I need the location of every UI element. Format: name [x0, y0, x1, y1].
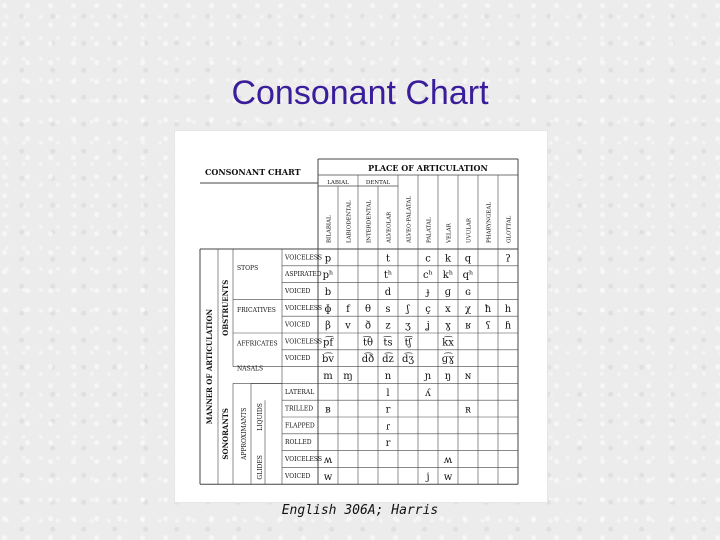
consonant-symbol: p: [324, 253, 332, 265]
column-header-uvular: UVULAR: [466, 217, 473, 243]
slide-title: Consonant Chart: [231, 74, 489, 112]
consonant-symbol: b͡v: [321, 354, 335, 366]
consonant-symbol: x: [445, 303, 451, 315]
consonant-symbol: q: [464, 253, 472, 265]
consonant-symbol: qʰ: [462, 270, 474, 282]
consonant-symbol: f: [346, 303, 350, 315]
consonant-symbol: ɡ͡ɣ: [441, 354, 455, 366]
consonant-symbol: ɾ: [385, 421, 391, 433]
consonant-symbol: pʰ: [322, 270, 334, 282]
subheader-dental: DENTAL: [365, 180, 391, 186]
consonant-symbol: r: [385, 404, 391, 416]
consonant-symbol: p͡f: [322, 337, 334, 349]
consonant-symbol: χ: [464, 303, 472, 315]
consonant-symbol: z: [385, 320, 391, 332]
column-header-alveo-palatal: ALVEO-PALATAL: [406, 195, 413, 243]
manner-label: MANNER OF ARTICULATION: [205, 308, 214, 425]
consonant-chart: [175, 131, 547, 502]
consonant-symbol: h: [504, 303, 512, 315]
consonant-symbol: ɦ: [504, 320, 512, 332]
liquids-label: LIQUIDS: [257, 403, 264, 431]
consonant-symbol: ɲ: [424, 371, 432, 382]
consonant-symbol: w: [443, 471, 453, 483]
consonant-chart-svg: [175, 131, 547, 502]
consonant-symbol: tʰ: [383, 270, 393, 282]
consonant-symbol: ɴ: [464, 371, 472, 382]
consonant-symbol: ʕ: [485, 320, 491, 332]
consonant-symbol: t͡θ: [362, 337, 374, 349]
row-label: FLAPPED: [285, 422, 315, 430]
column-header-alveolar: ALVEOLAR: [386, 211, 393, 243]
consonant-symbol: ç: [425, 303, 431, 315]
column-header-interdental: INTERDENTAL: [366, 199, 373, 243]
consonant-symbol: t͡ʃ: [404, 337, 412, 349]
consonant-symbol: ʀ: [465, 404, 471, 416]
row-label: VOICED: [285, 321, 311, 329]
row-label: ROLLED: [285, 439, 312, 447]
row-label: TRILLED: [285, 405, 314, 413]
consonant-symbol: ɱ: [343, 371, 353, 382]
subheader-labial: LABIAL: [327, 180, 349, 186]
consonant-symbol: ɡ: [444, 287, 452, 298]
consonant-symbol: l: [386, 387, 390, 399]
obstruents-label: OBSTRUENTS: [221, 279, 230, 336]
row-label: VOICED: [285, 288, 311, 295]
consonant-symbol: n: [384, 371, 392, 382]
consonant-symbol: ɸ: [324, 303, 332, 315]
consonant-symbol: d͡z: [382, 354, 394, 366]
row-label: VOICED: [285, 355, 311, 363]
consonant-symbol: t͡s: [383, 337, 393, 349]
column-header-labiodental: LABIODENTAL: [346, 200, 353, 243]
manner-fricatives: FRICATIVES: [237, 306, 276, 314]
consonant-symbol: ʒ: [405, 320, 411, 332]
manner-nasals: NASALS: [237, 365, 264, 373]
consonant-symbol: d͡ʒ: [401, 354, 415, 366]
consonant-symbol: ɟ: [426, 287, 430, 298]
consonant-symbol: ŋ: [444, 371, 452, 382]
slide-footer: English 306A; Harris: [281, 503, 439, 518]
consonant-symbol: w: [323, 471, 333, 483]
consonant-symbol: ħ: [484, 303, 492, 315]
consonant-symbol: ʃ: [406, 303, 410, 315]
consonant-symbol: θ: [364, 303, 372, 315]
consonant-symbol: cʰ: [423, 270, 433, 282]
consonant-symbol: r: [385, 438, 391, 450]
row-label: VOICELESS: [285, 456, 322, 463]
consonant-symbol: c: [425, 253, 431, 265]
row-label: VOICED: [285, 472, 311, 480]
consonant-symbol: d: [384, 287, 392, 298]
consonant-symbol: ʍ: [443, 455, 453, 466]
consonant-symbol: v: [345, 320, 351, 332]
column-header-pharyngeal: PHARYNGEAL: [486, 202, 493, 243]
consonant-symbol: ʔ: [505, 253, 511, 265]
row-label: VOICELESS: [285, 254, 322, 262]
consonant-symbol: ɣ: [445, 320, 451, 332]
consonant-symbol: t: [385, 253, 391, 265]
consonant-symbol: b: [324, 287, 332, 298]
consonant-symbol: k: [444, 253, 452, 265]
consonant-symbol: ʎ: [425, 387, 431, 399]
consonant-symbol: β: [325, 320, 331, 332]
row-label: VOICELESS: [285, 338, 322, 346]
manner-affricates: AFFRICATES: [237, 340, 278, 348]
chart-title: CONSONANT CHART: [205, 167, 301, 177]
consonant-symbol: ʝ: [426, 320, 430, 332]
row-label: LATERAL: [285, 388, 315, 396]
consonant-symbol: ð: [364, 320, 372, 332]
consonant-symbol: s: [385, 303, 391, 315]
consonant-symbol: m: [323, 371, 333, 382]
consonant-symbol: kʰ: [442, 270, 454, 282]
column-header-bilabial: BILABIAL: [326, 215, 333, 243]
consonant-symbol: ɢ: [465, 287, 471, 298]
place-header: PLACE OF ARTICULATION: [368, 163, 488, 173]
column-header-velar: VELAR: [446, 223, 453, 243]
row-label: VOICELESS: [285, 304, 322, 312]
glides-label: GLIDES: [257, 455, 264, 480]
consonant-symbol: ʁ: [465, 320, 471, 332]
column-header-glottal: GLOTTAL: [506, 215, 513, 243]
sonorants-label: SONORANTS: [221, 408, 230, 460]
approximants-label: APPROXIMANTS: [241, 407, 248, 460]
row-label: ASPIRATED: [285, 271, 322, 279]
consonant-symbol: j: [426, 471, 430, 483]
column-header-palatal: PALATAL: [426, 217, 433, 243]
consonant-symbol: d͡ð: [361, 354, 375, 366]
manner-stops: STOPS: [237, 264, 259, 272]
consonant-symbol: k͡x: [442, 337, 454, 349]
consonant-symbol: ʙ: [325, 404, 331, 416]
consonant-symbol: ʍ: [323, 455, 333, 466]
